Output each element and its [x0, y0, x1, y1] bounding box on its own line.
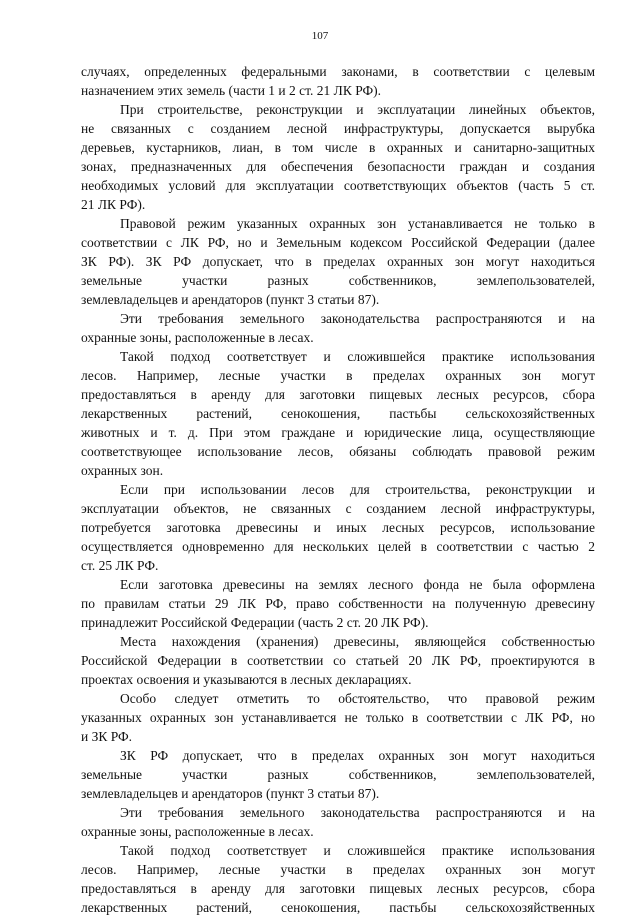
text-line: деревьев, кустарников, лиан, в том числе в охранных и санитарно-защитных: [81, 140, 595, 155]
text-line: потребуется заготовка древесины и иных лесных ресурсов, использование: [81, 520, 595, 535]
text-line: зонах, предназначенных для обеспечения безопасности граждан и создания: [81, 159, 595, 174]
text-line: Эти требования земельного законодательства распространяются и на: [120, 805, 595, 820]
text-line: Такой подход соответствует и сложившейся практике использования: [120, 349, 595, 364]
text-line: соответствии с ЛК РФ, но и Земельным кодексом Российской Федерации (далее: [81, 235, 595, 250]
text-line: лекарственных растений, сенокошения, пастьбы сельскохозяйственных: [81, 406, 595, 421]
text-line: Российской Федерации в соответствии со статьей 20 ЛК РФ, проектируются в: [81, 653, 595, 668]
text-line: ЗК РФ). ЗК РФ допускает, что в пределах охранных зон могут находиться: [81, 254, 595, 269]
text-line: 21 ЛК РФ).: [81, 197, 146, 212]
text-line: указанных охранных зон устанавливается не только в соответствии с ЛК РФ, но: [81, 710, 595, 725]
text-line: не связанных с созданием лесной инфраструктуры, допускается вырубка: [81, 121, 595, 136]
text-line: животных и т. д. При этом граждане и юридические лица, осуществляющие: [81, 425, 595, 440]
text-line: лекарственных растений, сенокошения, пастьбы сельскохозяйственных: [81, 900, 595, 915]
text-line: и ЗК РФ.: [81, 729, 133, 744]
text-line: Если при использовании лесов для строительства, реконструкции и: [120, 482, 595, 497]
text-line: по правилам статьи 29 ЛК РФ, право собственности на полученную древесину: [81, 596, 595, 611]
text-line: случаях, определенных федеральными законами, в соответствии с целевым: [81, 64, 595, 79]
text-line: ЗК РФ допускает, что в пределах охранных зон могут находиться: [120, 748, 595, 763]
text-line: Такой подход соответствует и сложившейся практике использования: [120, 843, 595, 858]
text-line: Эти требования земельного законодательства распространяются и на: [120, 311, 595, 326]
text-line: Места нахождения (хранения) древесины, являющейся собственностью: [120, 634, 595, 649]
text-line: предоставляться в аренду для заготовки пищевых лесных ресурсов, сбора: [81, 387, 595, 402]
page-number: 107: [311, 30, 329, 42]
text-line: ст. 25 ЛК РФ.: [81, 558, 159, 573]
text-line: Если заготовка древесины на землях лесного фонда не была оформлена: [120, 577, 595, 592]
text-line: проектах освоения и указываются в лесных декларациях.: [81, 672, 412, 687]
text-line: земельные участки разных собственников, землепользователей,: [81, 767, 595, 782]
text-line: лесов. Например, лесные участки в пределах охранных зон могут: [81, 862, 595, 877]
text-line: При строительстве, реконструкции и эксплуатации линейных объектов,: [120, 102, 595, 117]
text-line: эксплуатации объектов, не связанных с созданием лесной инфраструктуры,: [81, 501, 595, 516]
text-line: землевладельцев и арендаторов (пункт 3 статьи 87).: [81, 292, 380, 307]
text-line: охранные зоны, расположенные в лесах.: [81, 330, 314, 345]
text-line: земельные участки разных собственников, землепользователей,: [81, 273, 595, 288]
text-line: Правовой режим указанных охранных зон устанавливается не только в: [120, 216, 595, 231]
text-line: охранных зон.: [81, 463, 164, 478]
text-line: Особо следует отметить то обстоятельство, что правовой режим: [120, 691, 595, 706]
text-line: лесов. Например, лесные участки в пределах охранных зон могут: [81, 368, 595, 383]
text-line: соответствующее использование лесов, обязаны соблюдать правовой режим: [81, 444, 595, 459]
text-line: предоставляться в аренду для заготовки пищевых лесных ресурсов, сбора: [81, 881, 595, 896]
text-line: необходимых условий для эксплуатации соответствующих объектов (часть 5 ст.: [81, 178, 595, 193]
text-line: осуществляется одновременно для нескольких целей в соответствии с частью 2: [81, 539, 595, 554]
text-line: охранные зоны, расположенные в лесах.: [81, 824, 314, 839]
text-line: землевладельцев и арендаторов (пункт 3 статьи 87).: [81, 786, 380, 801]
text-line: назначением этих земель (части 1 и 2 ст. 21 ЛК РФ).: [81, 83, 382, 98]
text-line: принадлежит Российской Федерации (часть 2 ст. 20 ЛК РФ).: [81, 615, 429, 630]
